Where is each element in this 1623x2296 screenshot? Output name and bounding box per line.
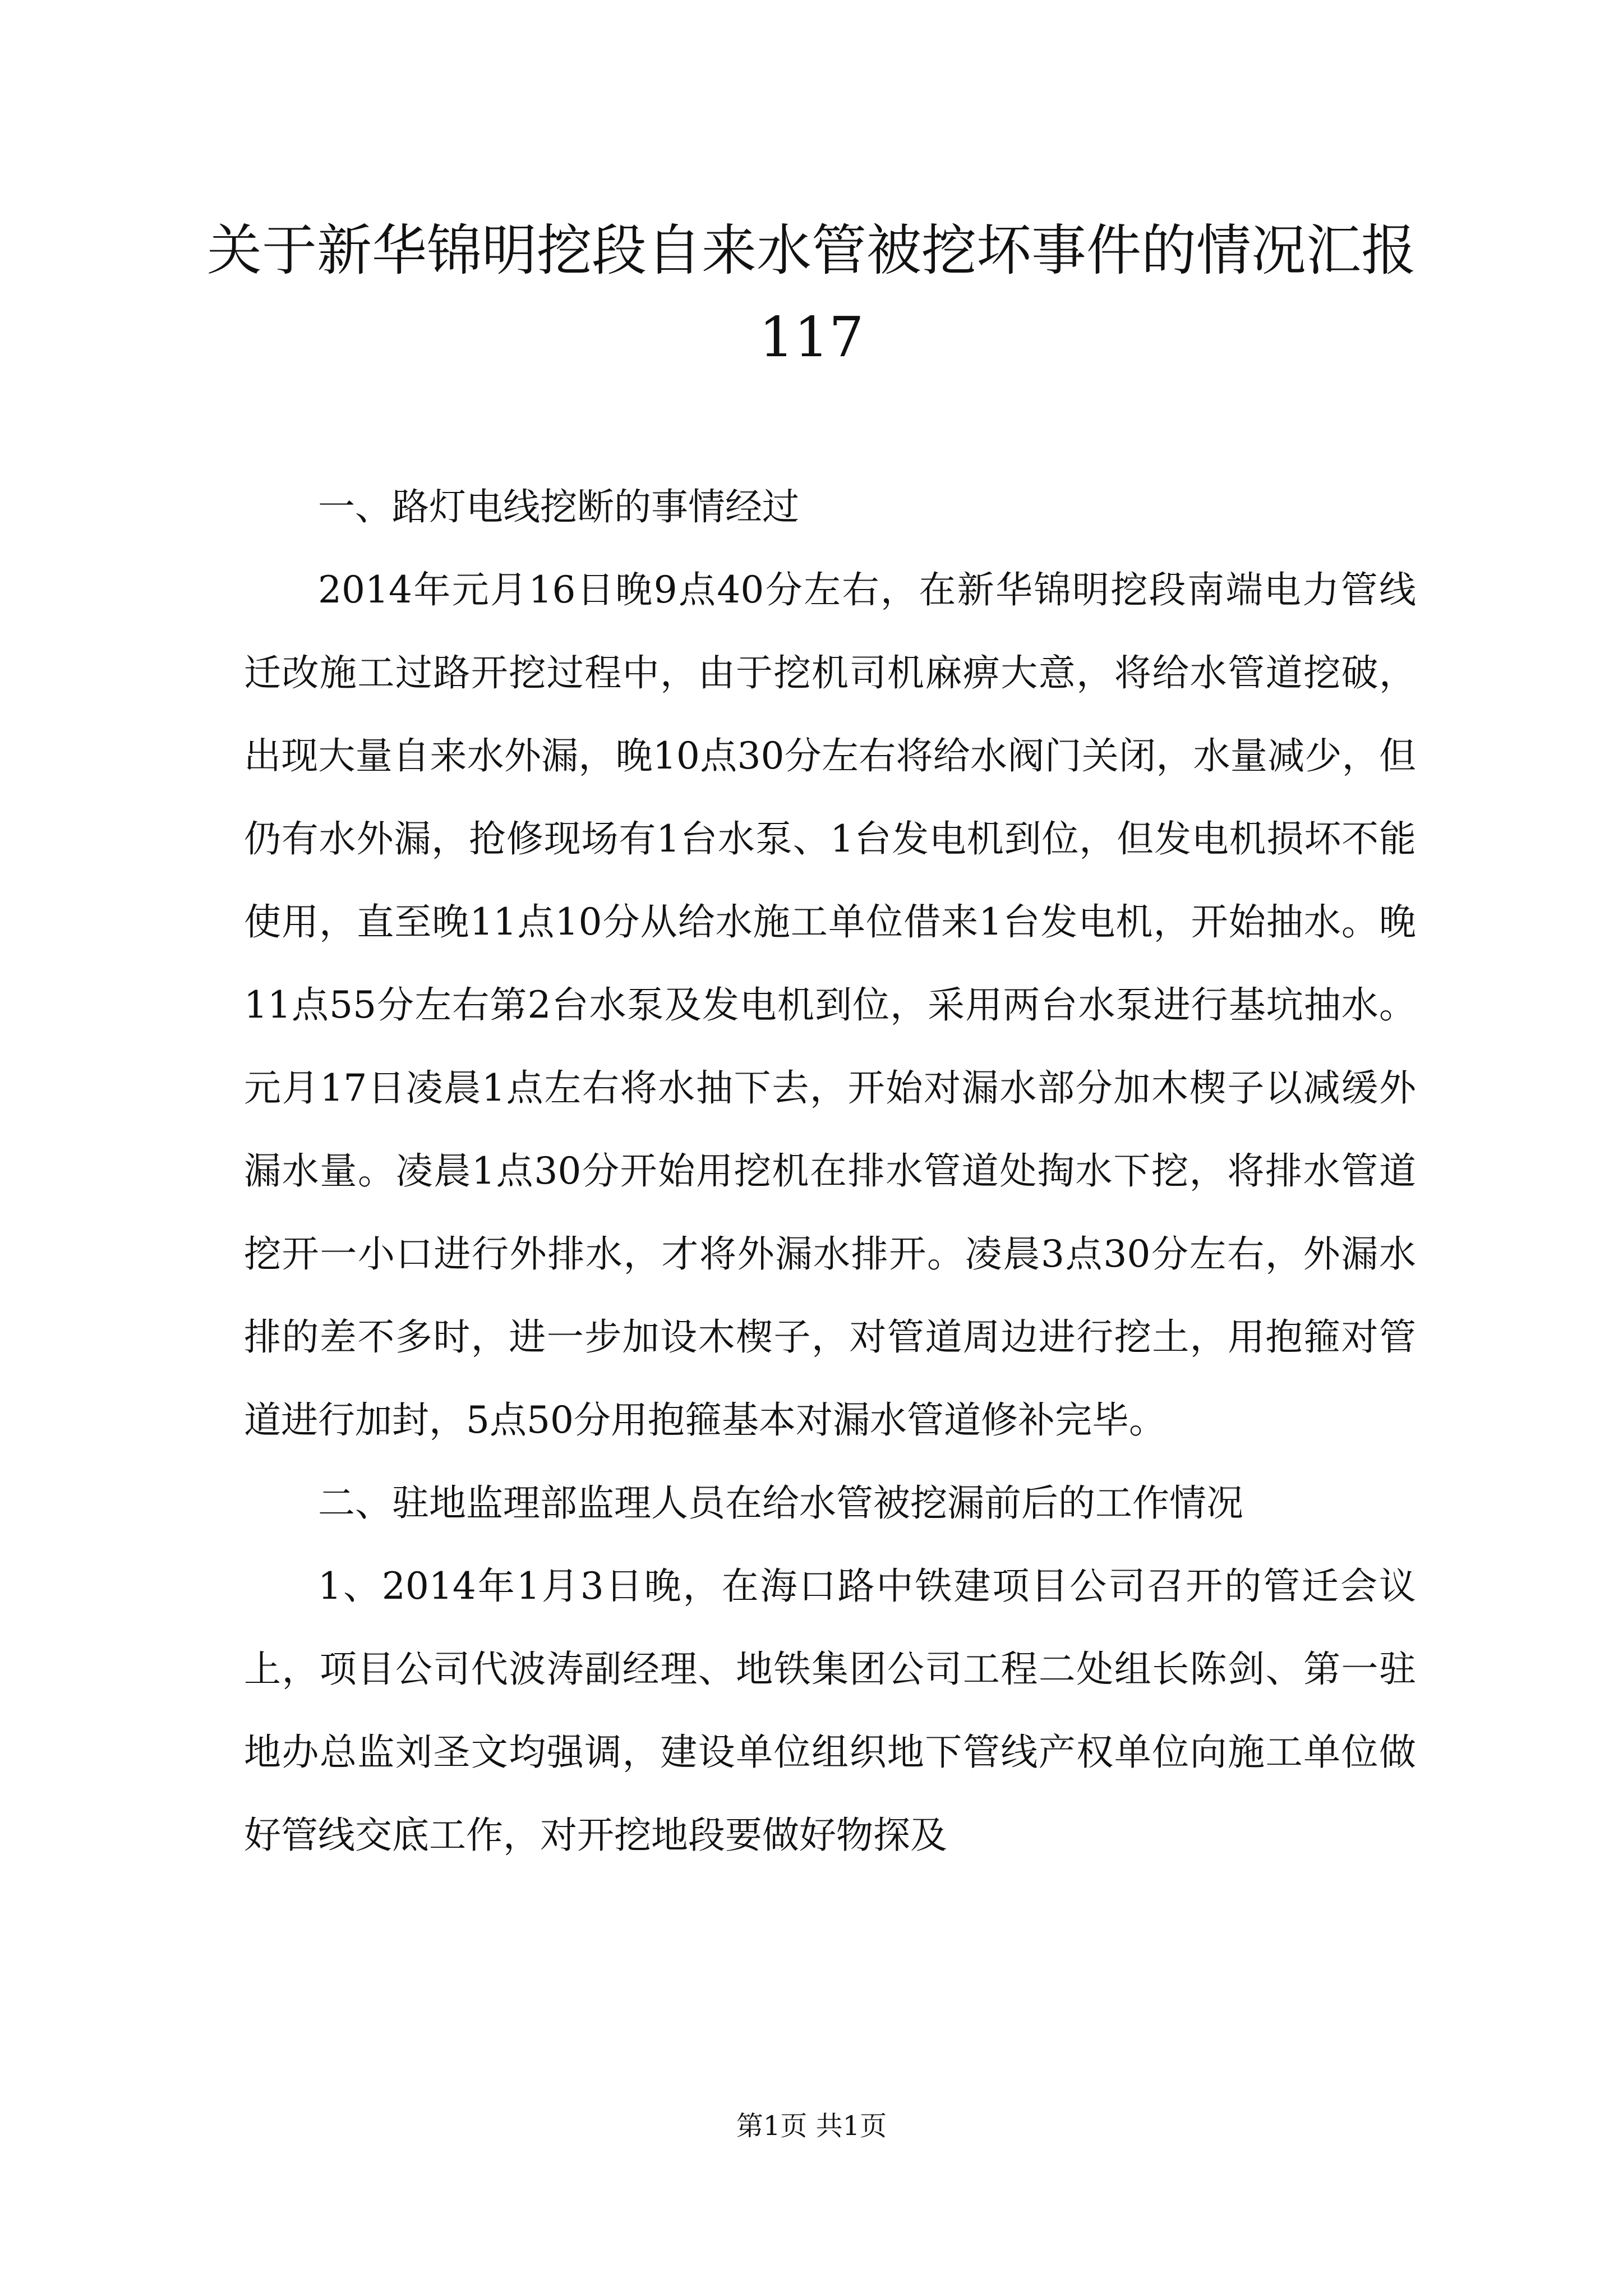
paragraph-incident-account: 2014年元月16日晚9点40分左右，在新华锦明挖段南端电力管线迁改施工过路开挖过程中，由于挖机司机麻痹大意，将给水管道挖破，出现大量自来水外漏，晚10点30分左右将给水阀门关闭，水量减少，但仍有水外漏，抢修现场有1台水泵、1台发电机到位，但发电机损坏不能使用，直至晚11点10分从给水施工单位借来1台发电机，开始抽水。晚11点55分左右第2台水泵及发电机到位，采用两台水泵进行基坑抽水。元月17日凌晨1点左右将水抽下去，开始对漏水部分加木楔子以减缓外漏水量。凌晨1点30分开始用挖机在排水管道处掏水下挖，将排水管道挖开一小口进行外排水，才将外漏水排开。凌晨3点30分左右，外漏水排的差不多时，进一步加设木楔子，对管道周边进行挖土，用抱箍对管道进行加封，5点50分用抱箍基本对漏水管道修补完毕。 [244, 568, 1416, 1442]
paragraph-meeting-record: 1、2014年1月3日晚，在海口路中铁建项目公司召开的管迁会议上，项目公司代波涛副经理、地铁集团公司工程二处组长陈剑、第一驻地办总监刘圣文均强调，建设单位组织地下管线产权单位向施工单位做好管线交底工作，对开挖地段要做好物探及 [244, 1565, 1416, 1857]
document-body [244, 466, 1416, 1877]
section-heading-2: 二、驻地监理部监理人员在给水管被挖漏前后的工作情况 [318, 1481, 1243, 1525]
section-heading-1: 一、路灯电线挖断的事情经过 [318, 485, 799, 528]
page-footer: 第1页 共1页 [736, 2110, 887, 2142]
document-title: 关于新华锦明挖段自来水管被挖坏事件的情况汇报117 [206, 219, 1416, 370]
